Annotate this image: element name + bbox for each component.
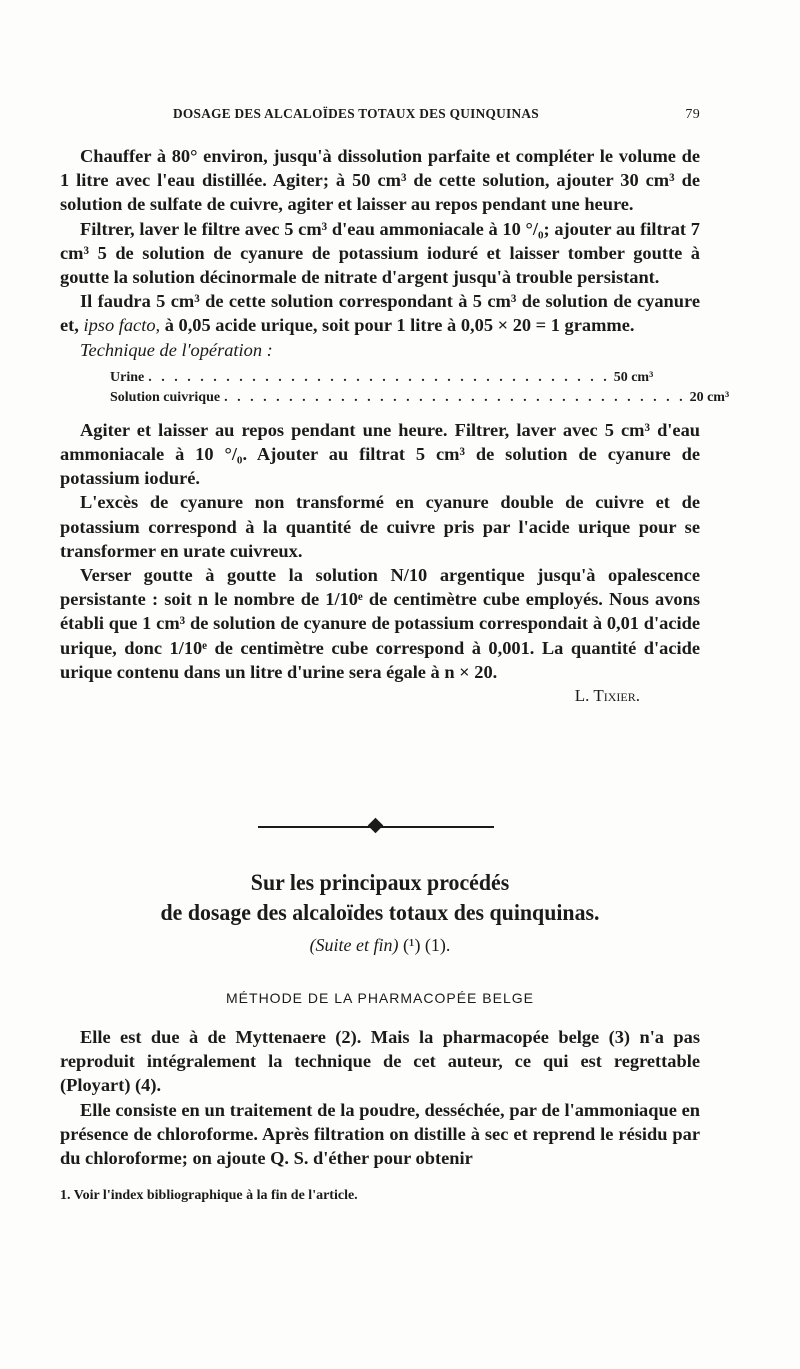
recipe-row — [110, 388, 730, 408]
subtitle-italic: (Suite et fin) — [309, 935, 399, 955]
paragraph: Chauffer à 80° environ, jusqu'à dissolution parfaite et compléter le volume de 1 litre avec l'eau distillée. Agiter; à 50 cm³ de cette solution, ajouter 30 cm³ de solution de sulfate de cuivre, agiter et laisser au repos pendant une heure. — [60, 146, 700, 215]
recipe-row — [110, 368, 654, 388]
article-body-bottom — [60, 1025, 700, 1170]
paragraph: Filtrer, laver le filtre avec 5 cm³ d'eau ammoniacale à 10 °/₀; ajouter au filtrat 7 cm³ 5 de solution de cyanure de potassium ioduré et laisser tomber goutte à goutte la solution décinormale de nitrate d'argent jusqu'à trouble persistant. — [60, 218, 700, 288]
section-title — [76, 868, 684, 928]
recipe-label: Solution cuivrique — [110, 389, 221, 405]
leader-dots: . . . . . . . . . . . . . . . . . . . . . . . . . . . . . . . . . . . . — [224, 389, 686, 405]
paragraph: Agiter et laisser au repos pendant une heure. Filtrer, laver avec 5 cm³ d'eau ammoniacale à 10 °/₀. Ajouter au filtrat 5 cm³ de solution de cyanure de potassium ioduré. — [60, 419, 700, 489]
running-header — [60, 107, 700, 129]
document-page — [60, 0, 730, 1369]
leader-dots: . . . . . . . . . . . . . . . . . . . . . . . . . . . . . . . . . . . . — [148, 369, 610, 385]
running-title: DOSAGE DES ALCALOÏDES TOTAUX DES QUINQUINAS — [173, 107, 539, 122]
italic-phrase: ipso facto, — [83, 315, 161, 336]
section-title-line: Sur les principaux procédés — [250, 870, 510, 895]
subtitle-refs: (¹) (1). — [398, 935, 451, 955]
paragraph: Elle est due à de Myttenaere (2). Mais la pharmacopée belge (3) n'a pas reproduit intégralement la technique de cet auteur, ce qui est regrettable (Ployart) (4). — [60, 1027, 700, 1096]
paragraph: Il faudra 5 cm³ de cette solution correspondant à 5 cm³ de solution de cyanure et, ipso facto, à 0,05 acide urique, soit pour 1 litre à 0,05 × 20 = 1 gramme. — [60, 291, 700, 336]
recipe-list — [110, 368, 730, 408]
paragraph: Verser goutte à goutte la solution N/10 argentique jusqu'à opalescence persistante : soit n le nombre de 1/10ᵉ de centimètre cube employés. Nous avons établi que 1 cm³ de solution de cyanure de potassium correspondait à 0,01 d'acide urique, donc 1/10ᵉ de centimètre cube correspond à 0,001. La quantité d'acide urique contenu dans un litre d'urine sera égale à n × 20. — [60, 565, 700, 682]
footnote: 1. Voir l'index bibliographique à la fin de l'article. — [60, 1188, 358, 1203]
recipe-quantity: 50 cm³ — [613, 369, 654, 385]
article-body-top — [60, 144, 730, 708]
recipe-label: Urine — [110, 369, 145, 385]
paragraph: Elle consiste en un traitement de la poudre, desséchée, par de l'ammoniaque en présence de chloroforme. Après filtration on distille à sec et reprend le résidu par du chloroforme; on ajoute Q. S. d'éther pour obtenir — [60, 1099, 700, 1169]
paragraph: L'excès de cyanure non transformé en cyanure double de cuivre et de potassium correspond à la quantité de cuivre pris par l'acide urique pour se transformer en urate cuivreux. — [60, 492, 700, 561]
section-subtitle — [60, 935, 700, 956]
divider-ornament — [368, 818, 384, 834]
author-signature: L. Tixier. — [574, 686, 640, 706]
method-heading: MÉTHODE DE LA PHARMACOPÉE BELGE — [226, 990, 534, 1006]
technique-heading: Technique de l'opération : — [80, 339, 273, 360]
page-number: 79 — [685, 107, 700, 122]
recipe-quantity: 20 cm³ — [689, 389, 730, 405]
section-title-line: de dosage des alcaloïdes totaux des quinquinas. — [160, 900, 600, 925]
